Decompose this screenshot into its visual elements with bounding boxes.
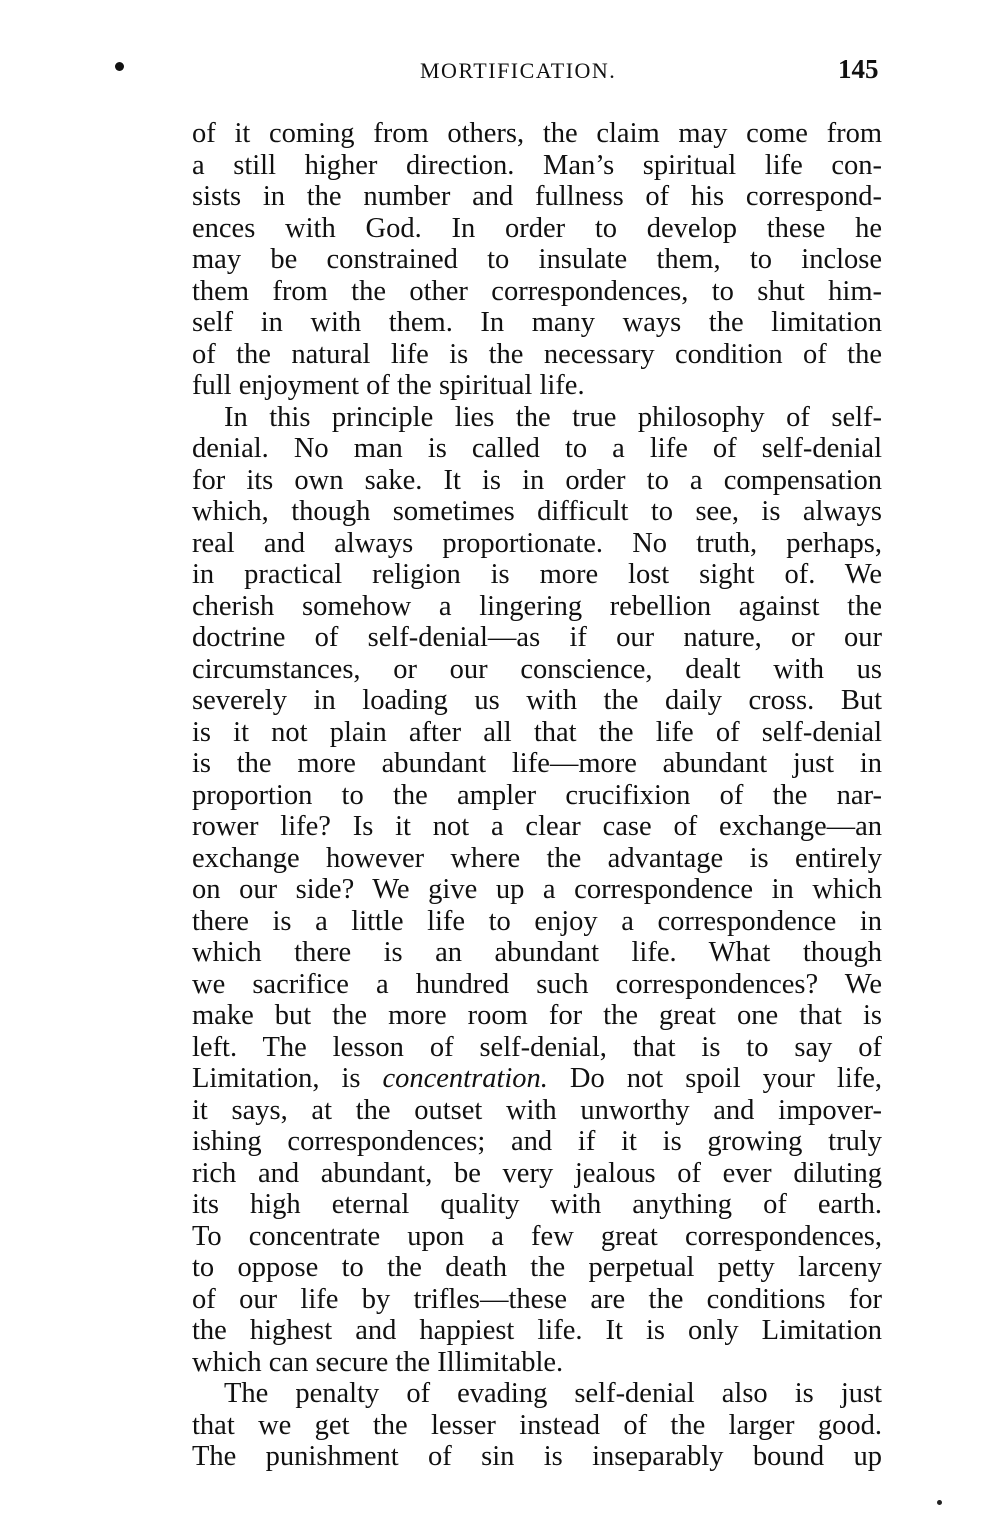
text-line: sists in the number and fullness of his correspond-: [192, 181, 882, 212]
text-line: full enjoyment of the spiritual life.: [192, 370, 585, 401]
text-line: that we get the lesser instead of the larger good.: [192, 1409, 882, 1441]
text-line: cherish somehow a lingering rebellion against the: [192, 590, 882, 622]
body-text: [192, 118, 882, 1473]
text-line: them from the other correspondences, to shut him-: [192, 275, 882, 307]
text-line: which, though sometimes difficult to see, is always: [192, 496, 882, 527]
text-line: it says, at the outset with unworthy and impover-: [192, 1094, 882, 1126]
text-line: ences with God. In order to develop these he: [192, 212, 882, 244]
text-line: real and always proportionate. No truth, perhaps,: [192, 527, 882, 559]
text-line: in practical religion is more lost sight of. We: [192, 559, 882, 590]
text-line: which can secure the Illimitable.: [192, 1346, 564, 1378]
text-line: In this principle lies the true philosophy of self-: [224, 401, 882, 433]
text-line: which there is an abundant life. What though: [192, 937, 882, 968]
text-line: rower life? Is it not a clear case of exchange—an: [192, 811, 882, 842]
text-line: [192, 1063, 882, 1095]
text-line: may be constrained to insulate them, to inclose: [192, 244, 882, 275]
text-line: make but the more room for the great one that is: [192, 1000, 882, 1031]
text-line: a still higher direction. Man’s spiritual life con-: [192, 149, 882, 181]
text-line: The penalty of evading self-denial also is just: [224, 1378, 882, 1409]
text-line: to oppose to the death the perpetual petty larceny: [192, 1252, 882, 1283]
text-line: the highest and happiest life. It is only Limitation: [192, 1315, 882, 1346]
text-line: for its own sake. It is in order to a compensation: [192, 464, 882, 496]
text-line: on our side? We give up a correspondence in which: [192, 874, 882, 905]
text-line: of it coming from others, the claim may come from: [192, 118, 882, 149]
text-line: doctrine of self-denial—as if our nature, or our: [192, 622, 882, 653]
text-line: of our life by trifles—these are the conditions for: [192, 1283, 882, 1315]
text-line: left. The lesson of self-denial, that is to say of: [192, 1031, 882, 1063]
bullet-mark: [115, 62, 124, 71]
text-line: severely in loading us with the daily cross. But: [192, 685, 882, 716]
text-line: we sacrifice a hundred such correspondences? We: [192, 968, 882, 1000]
text-line: is the more abundant life—more abundant just in: [192, 748, 882, 779]
text-line: rich and abundant, be very jealous of ever diluting: [192, 1157, 882, 1189]
page-number: 145: [838, 54, 879, 84]
text-line: circumstances, or our conscience, dealt with us: [192, 653, 882, 685]
text-line: proportion to the ampler crucifixion of the nar-: [192, 779, 882, 811]
text-line: denial. No man is called to a life of self-denial: [192, 433, 882, 464]
text-line: The punishment of sin is inseparably bound up: [192, 1441, 882, 1472]
text-segment: Limitation, is: [192, 1063, 383, 1094]
text-line: self in with them. In many ways the limitation: [192, 307, 882, 338]
text-line: To concentrate upon a few great correspondences,: [192, 1220, 882, 1252]
text-line: of the natural life is the necessary condition of the: [192, 338, 882, 370]
text-line: exchange however where the advantage is entirely: [192, 842, 882, 874]
running-head: MORTIFICATION.: [420, 58, 617, 83]
text-line: is it not plain after all that the life of self-denial: [192, 716, 882, 748]
italic-text: concentration.: [382, 1063, 548, 1094]
text-line: its high eternal quality with anything of earth.: [192, 1189, 882, 1220]
text-segment: Do not spoil your life,: [547, 1063, 882, 1094]
text-line: ishing correspondences; and if it is growing truly: [192, 1126, 882, 1157]
corner-mark: [937, 1500, 942, 1505]
text-line: there is a little life to enjoy a correspondence in: [192, 905, 882, 937]
